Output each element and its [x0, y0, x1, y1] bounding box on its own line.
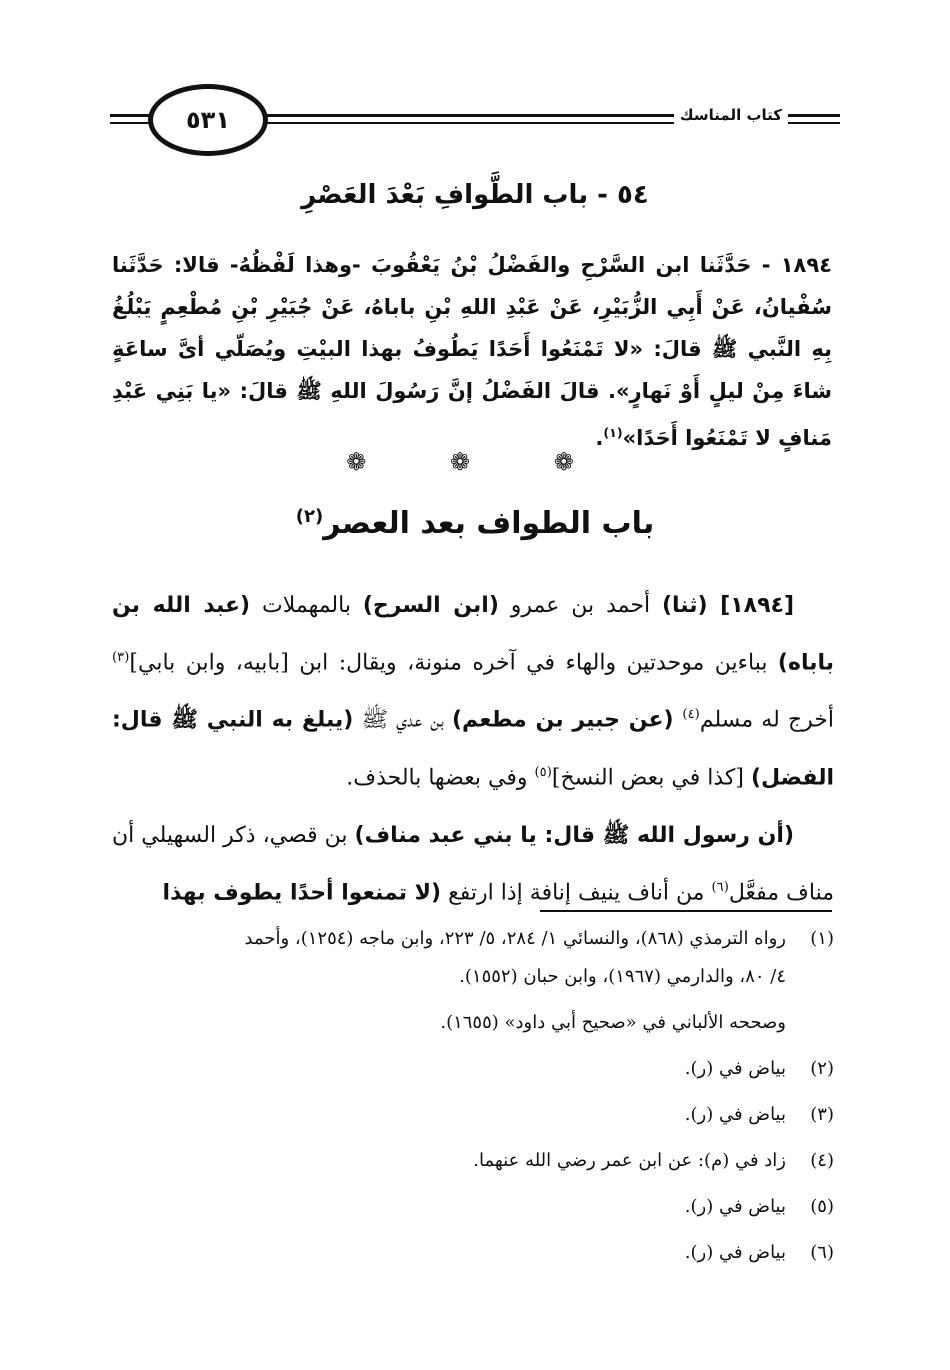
- footnote-text: بياض في (ر).: [684, 1242, 786, 1263]
- footnote-text: بياض في (ر).: [684, 1196, 786, 1217]
- text-span: وفي بعضها بالحذف.: [346, 764, 535, 790]
- footnote-number: (٤): [810, 1150, 834, 1171]
- page-number-badge: [148, 84, 268, 156]
- text-span: أخرج له مسلم: [699, 707, 834, 733]
- text-span: بن عدي ﷺ: [353, 707, 452, 733]
- star-ornament-icon: ❁: [346, 448, 397, 476]
- footnote-number: (٥): [810, 1196, 834, 1217]
- text-span: [كذا في بعض النسخ]: [551, 764, 751, 790]
- footnote: [112, 1234, 834, 1272]
- star-separator: [0, 448, 950, 476]
- text-span: بباءين موحدتين والهاء في آخره منونة، ويقال: ابن [بابيه، وابن بابي]: [129, 650, 778, 676]
- footnote-row: [112, 920, 834, 996]
- commentary-paragraph: [112, 580, 834, 804]
- bold-span: (لا تمنعوا أحدًا يطوف بهذا: [162, 880, 442, 906]
- footnote-line: ٤/ ٨٠، والدارمي (١٩٦٧)، وابن حبان (١٥٥٢).: [459, 966, 786, 987]
- bold-span: (عن جبير بن مطعم): [451, 707, 683, 733]
- page-header: [110, 84, 840, 164]
- hadith-ending: .: [595, 426, 604, 450]
- section-title-text: باب الطواف بعد العصر: [323, 506, 655, 541]
- chapter-title: ٥٤ - باب الطَّوافِ بَعْدَ العَصْرِ: [301, 180, 649, 210]
- footnote: [112, 920, 834, 1042]
- footnote-number: (٣): [810, 1104, 834, 1125]
- commentary-paragraph: [112, 810, 834, 919]
- footnote-ref: (١): [603, 425, 623, 440]
- footnote-text: بياض في (ر).: [684, 1058, 786, 1079]
- footnote: [112, 1142, 834, 1180]
- page-number: ٥٣١: [186, 106, 230, 134]
- footnote: [112, 1188, 834, 1226]
- bold-span: [١٨٩٤] (ثنا): [661, 593, 795, 618]
- text-span: بالمهملات: [250, 593, 363, 618]
- footnote-text: زاد في (م): عن ابن عمر رضي الله عنهما.: [473, 1150, 786, 1171]
- footnote-line: رواه الترمذي (٨٦٨)، والنسائي ١/ ٢٨٤، ٥/ ٢٢٣، وابن ماجه (١٢٥٤)، وأحمد: [244, 928, 786, 949]
- text-span: أحمد بن عمرو: [498, 593, 662, 618]
- commentary: [112, 580, 834, 925]
- footnote-ref: (٦): [711, 879, 729, 895]
- book-title: كتاب المناسك: [674, 106, 788, 124]
- footnotes: [112, 920, 834, 1280]
- star-ornament-icon: ❁: [449, 448, 501, 476]
- footnote-ref: (٤): [682, 707, 700, 723]
- footnote: [112, 1050, 834, 1088]
- hadith-text-block: [112, 244, 832, 459]
- footnote: [112, 1096, 834, 1134]
- bold-span: (ابن السرح): [362, 593, 499, 618]
- section-title: [0, 506, 950, 541]
- footnote-ref: (٣): [112, 650, 130, 665]
- footnote-ref: (٢): [295, 506, 324, 527]
- footnote-text: [112, 920, 786, 996]
- footnote-text: بياض في (ر).: [684, 1104, 786, 1125]
- footnote-line: وصححه الألباني في «صحيح أبي داود» (١٦٥٥).: [440, 1012, 786, 1033]
- bold-span: (أن رسول الله ﷺ قال: يا بني عبد مناف): [354, 822, 794, 848]
- footnote-number: (٦): [810, 1242, 834, 1263]
- bold-span: (يبلغ به النبي ﷺ قال: الفضل): [112, 707, 834, 790]
- text-span: من أناف ينيف إنافة إذا ارتفع: [441, 880, 712, 906]
- footnote-separator: [540, 910, 832, 912]
- footnote-ref: (٥): [534, 764, 552, 780]
- bold-span: (عبد الله بن باباه): [112, 593, 834, 676]
- hadith-text: ١٨٩٤ - حَدَّثَنا ابن السَّرْحِ والفَضْلُ بْنُ يَعْقُوبَ -وهذا لَفْظُهُ- قالا: حَدَّثَنا سُفْيانُ، عَنْ أَبِي الزُّبَيْرِ، عَنْ عَبْدِ اللهِ بْنِ باباهُ، عَنْ جُبَيْرِ بْنِ مُطْعِمٍ يَبْلُغُ بِهِ النَّبي ﷺ قالَ: «لا تَمْنَعُوا أَحَدًا يَطُوفُ بهذا البيْتِ ويُصَلّي أىَّ ساعَةٍ شاءَ مِنْ ليلٍ أَوْ نَهارٍ». قالَ الفَضْلُ إنَّ رَسُولَ اللهِ ﷺ قالَ: «يا بَنِي عَبْدِ مَنافٍ لا تَمْنَعُوا أَحَدًا»: [112, 253, 832, 450]
- footnote-number: (٢): [810, 1058, 834, 1079]
- footnote-number: (١): [810, 928, 834, 949]
- text-span: بن قصي، ذكر السهيلي أن مناف مفعَّل: [112, 822, 834, 906]
- star-ornament-icon: ❁: [553, 448, 604, 476]
